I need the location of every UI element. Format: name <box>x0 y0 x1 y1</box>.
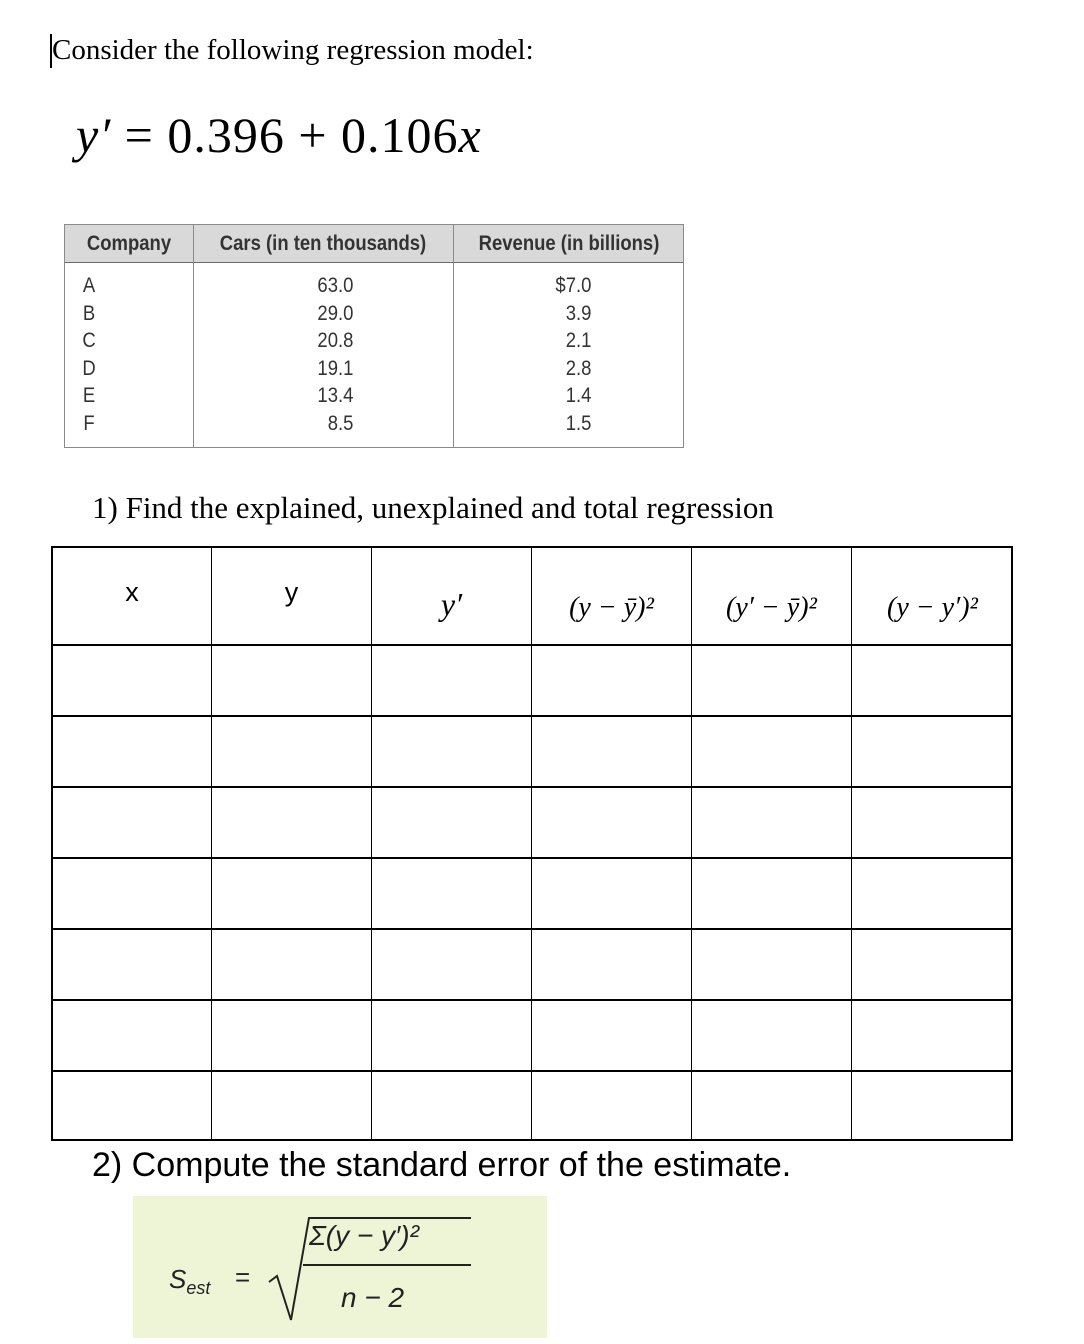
cars-cell: 13.4 <box>317 384 354 407</box>
worksheet-cell[interactable] <box>372 859 530 928</box>
question-1: 1) Find the explained, unexplained and total regression <box>92 490 774 525</box>
worksheet-cell[interactable] <box>212 1001 370 1070</box>
header-y: y <box>284 577 299 607</box>
column-divider <box>453 225 454 447</box>
cars-cell: 20.8 <box>317 329 354 352</box>
worksheet-table <box>51 546 1013 1141</box>
cars-cell: 29.0 <box>317 301 354 325</box>
worksheet-cell[interactable] <box>53 646 211 715</box>
worksheet-cell[interactable] <box>53 788 211 857</box>
header-y-prime: y′ <box>440 586 463 622</box>
revenue-cell: 3.9 <box>565 301 592 325</box>
revenue-column <box>539 272 592 437</box>
worksheet-cell[interactable] <box>532 788 690 857</box>
worksheet-cell[interactable] <box>53 859 211 928</box>
worksheet-cell[interactable] <box>852 788 1010 857</box>
company-cell: A <box>82 274 96 297</box>
formula-lhs <box>169 1264 210 1299</box>
worksheet-cell[interactable] <box>852 930 1010 999</box>
company-cell: C <box>82 329 96 352</box>
company-cell: B <box>82 301 96 325</box>
equation-rhs: = 0.396 + 0.106 <box>111 107 459 163</box>
formula-symbol: S <box>169 1264 187 1294</box>
worksheet-cell[interactable] <box>692 930 850 999</box>
worksheet-cell[interactable] <box>53 1072 211 1141</box>
worksheet-cell[interactable] <box>532 646 690 715</box>
worksheet-cell[interactable] <box>53 1001 211 1070</box>
formula-subscript: est <box>186 1278 211 1299</box>
worksheet-cell[interactable] <box>532 717 690 786</box>
worksheet-cell[interactable] <box>212 717 370 786</box>
worksheet-cell[interactable] <box>852 1072 1010 1141</box>
header-x: x <box>125 577 139 607</box>
worksheet-cell[interactable] <box>692 859 850 928</box>
revenue-cell: 1.4 <box>565 384 592 407</box>
worksheet-cell[interactable] <box>212 930 370 999</box>
company-cell: E <box>82 384 96 407</box>
question-2: 2) Compute the standard error of the estimate. <box>92 1146 792 1184</box>
company-cell: D <box>82 356 96 380</box>
header-revenue: Revenue (in billions) <box>478 232 660 255</box>
worksheet-cell[interactable] <box>372 1072 530 1141</box>
cars-cell: 19.1 <box>317 356 354 380</box>
header-explained-variation: (y′ − ȳ)² <box>726 592 817 623</box>
header-unexplained-variation: (y − y′)² <box>887 592 978 623</box>
header-total-variation: (y − ȳ)² <box>569 592 654 623</box>
cars-cell: 8.5 <box>327 411 354 435</box>
worksheet-cell[interactable] <box>532 859 690 928</box>
worksheet-cell[interactable] <box>372 717 530 786</box>
header-company: Company <box>86 232 172 255</box>
worksheet-cell[interactable] <box>852 646 1010 715</box>
worksheet-cell[interactable] <box>372 1001 530 1070</box>
data-table <box>64 224 684 448</box>
worksheet-cell[interactable] <box>212 788 370 857</box>
column-divider <box>193 225 194 447</box>
worksheet-cell[interactable] <box>852 859 1010 928</box>
header-cars: Cars (in ten thousands) <box>219 232 427 255</box>
worksheet-cell[interactable] <box>532 930 690 999</box>
worksheet-cell[interactable] <box>692 788 850 857</box>
worksheet-cell[interactable] <box>212 646 370 715</box>
formula-numerator: Σ(y − y′)² <box>309 1220 419 1251</box>
cars-cell: 63.0 <box>317 274 354 297</box>
formula-denominator: n − 2 <box>341 1282 405 1313</box>
worksheet-cell[interactable] <box>53 717 211 786</box>
worksheet-cell[interactable] <box>372 930 530 999</box>
revenue-cell: 2.1 <box>565 329 592 352</box>
formula-equals: = <box>235 1262 251 1292</box>
revenue-cell: 1.5 <box>565 411 592 435</box>
worksheet-cell[interactable] <box>53 930 211 999</box>
worksheet-cell[interactable] <box>692 1001 850 1070</box>
equation-lhs: y′ <box>76 107 112 163</box>
regression-equation <box>76 106 482 164</box>
worksheet-cell[interactable] <box>852 717 1010 786</box>
worksheet-cell[interactable] <box>692 717 850 786</box>
intro-text: Consider the following regression model: <box>52 34 534 66</box>
worksheet-cell[interactable] <box>692 1072 850 1141</box>
worksheet-cell[interactable] <box>852 1001 1010 1070</box>
worksheet-cell[interactable] <box>212 859 370 928</box>
revenue-cell: 2.8 <box>565 356 592 380</box>
cars-column <box>301 272 354 437</box>
worksheet-cell[interactable] <box>372 788 530 857</box>
fraction-bar <box>303 1264 471 1266</box>
worksheet-cell[interactable] <box>692 646 850 715</box>
worksheet-cell[interactable] <box>372 646 530 715</box>
worksheet-cell[interactable] <box>212 1072 370 1141</box>
company-column <box>68 272 110 437</box>
worksheet-cell[interactable] <box>532 1072 690 1141</box>
data-table-header <box>65 225 683 263</box>
standard-error-formula <box>133 1196 547 1338</box>
equation-variable: x <box>458 107 482 163</box>
worksheet-cell[interactable] <box>532 1001 690 1070</box>
company-cell: F <box>83 411 95 435</box>
revenue-cell: $7.0 <box>555 274 592 297</box>
